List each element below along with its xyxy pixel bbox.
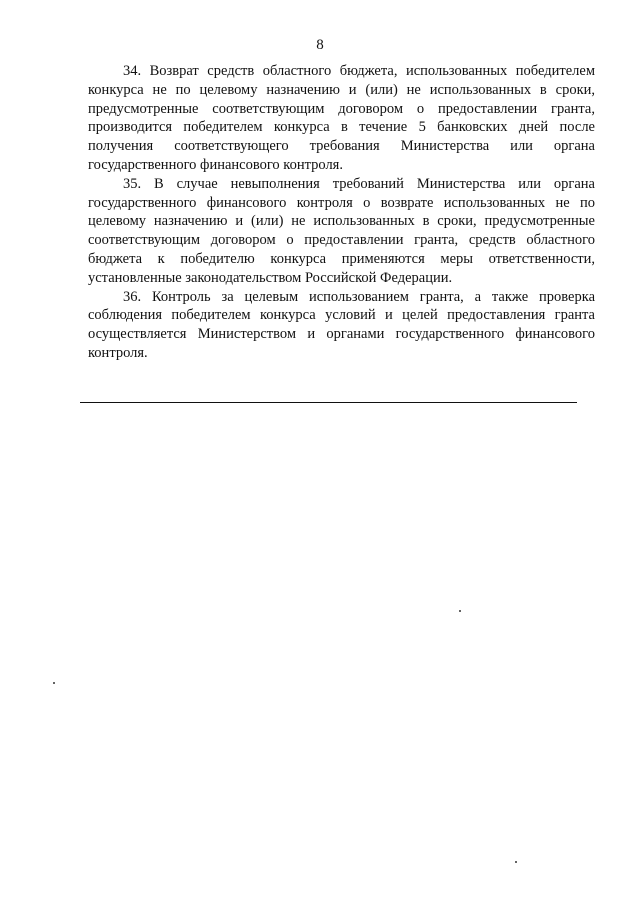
paragraph-36: 36. Контроль за целевым использованием гранта, а также проверка соблюдения победителем конкурса условий и целей предоставления гранта осуществляется Министерством и органами государственного финансового контроля. [88, 288, 595, 361]
document-body [88, 62, 595, 363]
scan-speck [459, 610, 461, 612]
scan-speck [53, 682, 55, 684]
end-of-text-rule [80, 402, 577, 403]
paragraph-34: 34. Возврат средств областного бюджета, использованных победителем конкурса не по целевому назначению и (или) не использованных в сроки, предусмотренные соответствующим договором о предоставлении гранта, производится победителем конкурса в течение 5 банковских дней после получения соответствующего требования Министерства или органа государственного финансового контроля. [88, 63, 595, 173]
page-number: 8 [316, 37, 324, 53]
scan-speck [515, 861, 517, 863]
paragraph-35: 35. В случае невыполнения требований Министерства или органа государственного финансового контроля о возврате использованных не по целевому назначению и (или) не использованных в сроки, предусмотренные соответствующим договором о предоставлении гранта, средств областного бюджета к победителю конкурса применяются меры ответственности, установленные законодательством Российской Федерации. [88, 175, 595, 286]
